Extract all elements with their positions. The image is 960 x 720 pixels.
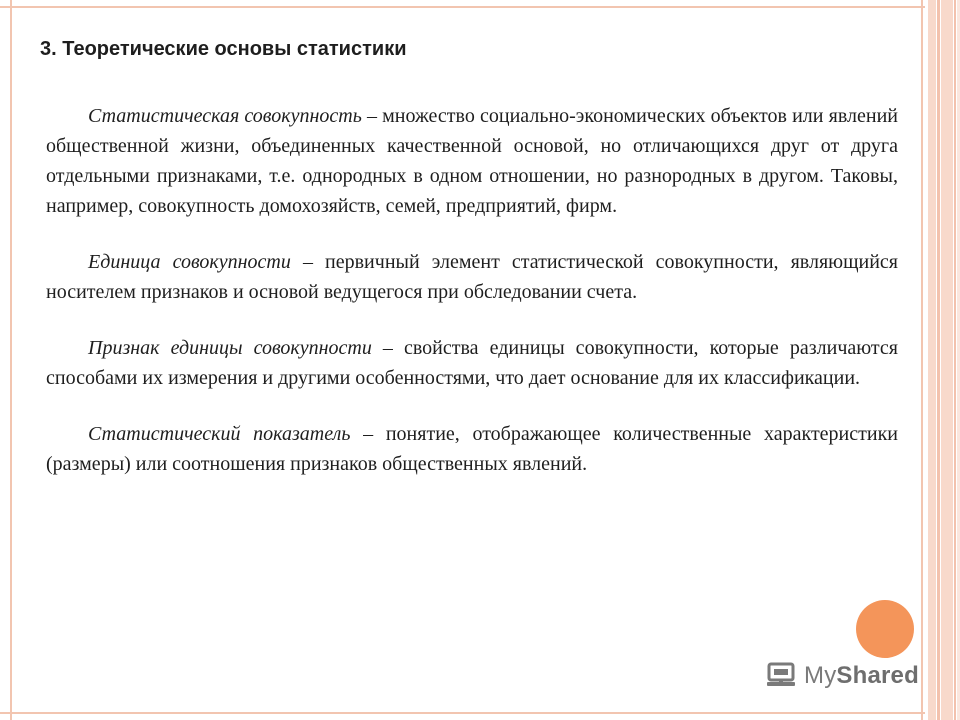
definition-term: Статистическая совокупность bbox=[88, 105, 362, 127]
watermark-brand-light: My bbox=[804, 662, 837, 689]
right-stripe bbox=[928, 0, 936, 720]
definition-text: – свойства единицы совокупности, которые различаются способами их измерения и другими особенностями, что дает основание для их классификации. bbox=[46, 337, 898, 389]
definition-term: Единица совокупности bbox=[88, 251, 291, 273]
watermark-brand-bold: Shared bbox=[836, 662, 919, 689]
definition-text: – множество социально-экономических объектов или явлений общественной жизни, объединенных качественной основой, но отличающихся друг от друга отдельными признаками, т.е. однородных в одном отношении, но разнородных в другом. Таковы, например, совокупность домохозяйств, семей, предприятий, фирм. bbox=[46, 105, 898, 217]
decorative-circle bbox=[856, 600, 914, 658]
slide-title: 3. Теоретические основы статистики bbox=[40, 38, 407, 60]
frame-bottom-line bbox=[0, 712, 925, 714]
definition-paragraph bbox=[46, 419, 898, 479]
watermark bbox=[766, 660, 919, 692]
definition-paragraph bbox=[46, 333, 898, 393]
definition-paragraph bbox=[46, 247, 898, 307]
slide-body bbox=[46, 101, 898, 479]
frame-top-line bbox=[0, 6, 925, 8]
definition-term: Признак единицы совокупности bbox=[88, 337, 372, 359]
definition-text: – первичный элемент статистической совокупности, являющийся носителем признаков и основой ведущегося при обследовании счета. bbox=[46, 251, 898, 303]
definition-term: Статистический показатель bbox=[88, 423, 351, 445]
definition-paragraph bbox=[46, 101, 898, 221]
watermark-text bbox=[804, 662, 919, 690]
right-stripe bbox=[941, 0, 953, 720]
right-stripe bbox=[954, 0, 956, 720]
definition-text: – понятие, отображающее количественные характеристики (размеры) или соотношения признаков общественных явлений. bbox=[46, 423, 899, 475]
myshared-logo-icon bbox=[766, 662, 800, 690]
frame-left-line bbox=[10, 0, 12, 720]
frame-right-line bbox=[921, 0, 923, 720]
right-stripe bbox=[937, 0, 940, 720]
